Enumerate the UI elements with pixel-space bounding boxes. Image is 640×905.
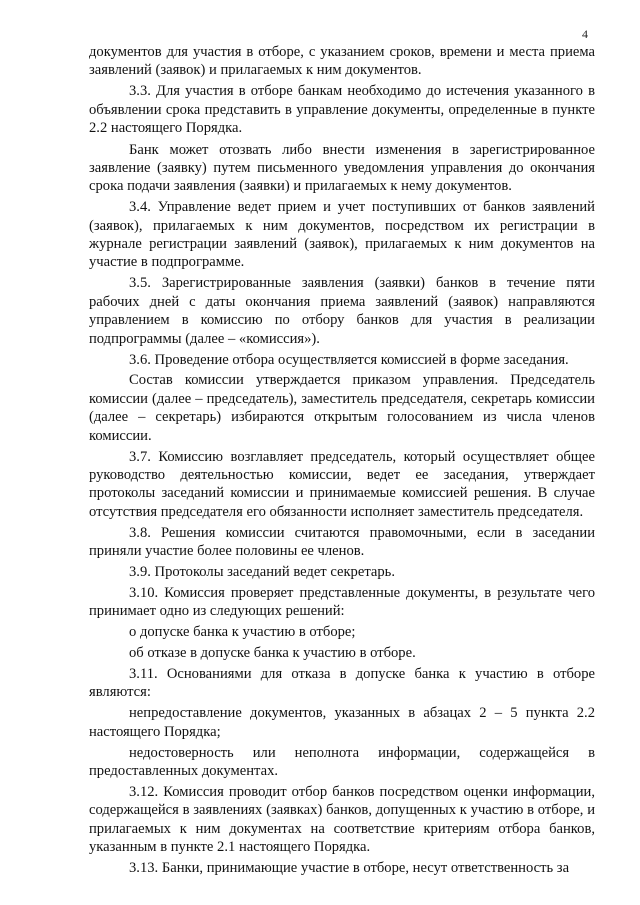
- paragraph-decision-refuse: об отказе в допуске банка к участию в отборе.: [129, 645, 416, 662]
- paragraph-3-12: 3.12. Комиссия проводит отбор банков посредством оценки информации, содержащейся в заявлениях (заявках) банков, допущенных к участию в отборе, и прилагаемых к ним документах на соответствие критериям отбора банков, указанным в пункте 2.1 настоящего Порядка.: [89, 783, 595, 856]
- paragraph-3-3: 3.3. Для участия в отборе банкам необходимо до истечения указанного в объявлении срока представить в управление документы, определенные в пункте 2.2 настоящего Порядка.: [89, 83, 595, 137]
- page-number: 4: [582, 27, 588, 41]
- paragraph-3-11: 3.11. Основаниями для отказа в допуске банка к участию в отборе являются:: [89, 666, 595, 701]
- paragraph-3-4: 3.4. Управление ведет прием и учет поступивших от банков заявлений (заявок), прилагаемых к ним документов, посредством их регистрации в журнале регистрации заявлений (заявок), прилагаемых к ним документов на участие в подпрограмме.: [89, 199, 595, 271]
- paragraph-commission-composition: Состав комиссии утверждается приказом управления. Председатель комиссии (далее – председатель), заместитель председателя, секретарь комиссии (далее – секретарь) избираются открытым голосованием из числа членов комиссии.: [89, 372, 595, 444]
- paragraph-3-13: 3.13. Банки, принимающие участие в отборе, несут ответственность за: [129, 860, 570, 877]
- paragraph-3-8: 3.8. Решения комиссии считаются правомочными, если в заседании приняли участие более половины ее членов.: [89, 524, 595, 560]
- paragraph-continuation: документов для участия в отборе, с указанием сроков, времени и места приема заявлений (заявок) и прилагаемых к ним документов.: [89, 44, 595, 79]
- paragraph-ground-missing-documents: непредоставление документов, указанных в абзацах 2 – 5 пункта 2.2 настоящего Порядка;: [89, 705, 595, 740]
- paragraph-decision-admit: о допуске банка к участию в отборе;: [129, 624, 356, 641]
- paragraph-3-10: 3.10. Комиссия проверяет представленные документы, в результате чего принимает одно из следующих решений:: [89, 584, 595, 620]
- paragraph-3-5: 3.5. Зарегистрированные заявления (заявки) банков в течение пяти рабочих дней с даты окончания приема заявлений (заявок) направляются управлением в комиссию по отбору банков для участия в реализации подпрограммы (далее – «комиссия»).: [89, 275, 595, 347]
- paragraph-bank-withdraw: Банк может отозвать либо внести изменения в зарегистрированное заявление (заявку) путем письменного уведомления управления до окончания срока подачи заявления (заявки) и прилагаемых к нему документов.: [89, 141, 595, 195]
- paragraph-3-6: 3.6. Проведение отбора осуществляется комиссией в форме заседания.: [129, 351, 569, 368]
- paragraph-ground-unreliable-info: недостоверность или неполнота информации, содержащейся в предоставленных документах.: [89, 744, 595, 780]
- paragraph-3-7: 3.7. Комиссию возглавляет председатель, который осуществляет общее руководство деятельностью комиссии, ведет ее заседания, утверждает протоколы заседаний комиссии и принимаемые комиссией решения. В случае отсутствия председателя его обязанности исполняет заместитель председателя.: [89, 448, 595, 520]
- document-body: [89, 43, 595, 880]
- paragraph-3-9: 3.9. Протоколы заседаний ведет секретарь.: [129, 563, 395, 580]
